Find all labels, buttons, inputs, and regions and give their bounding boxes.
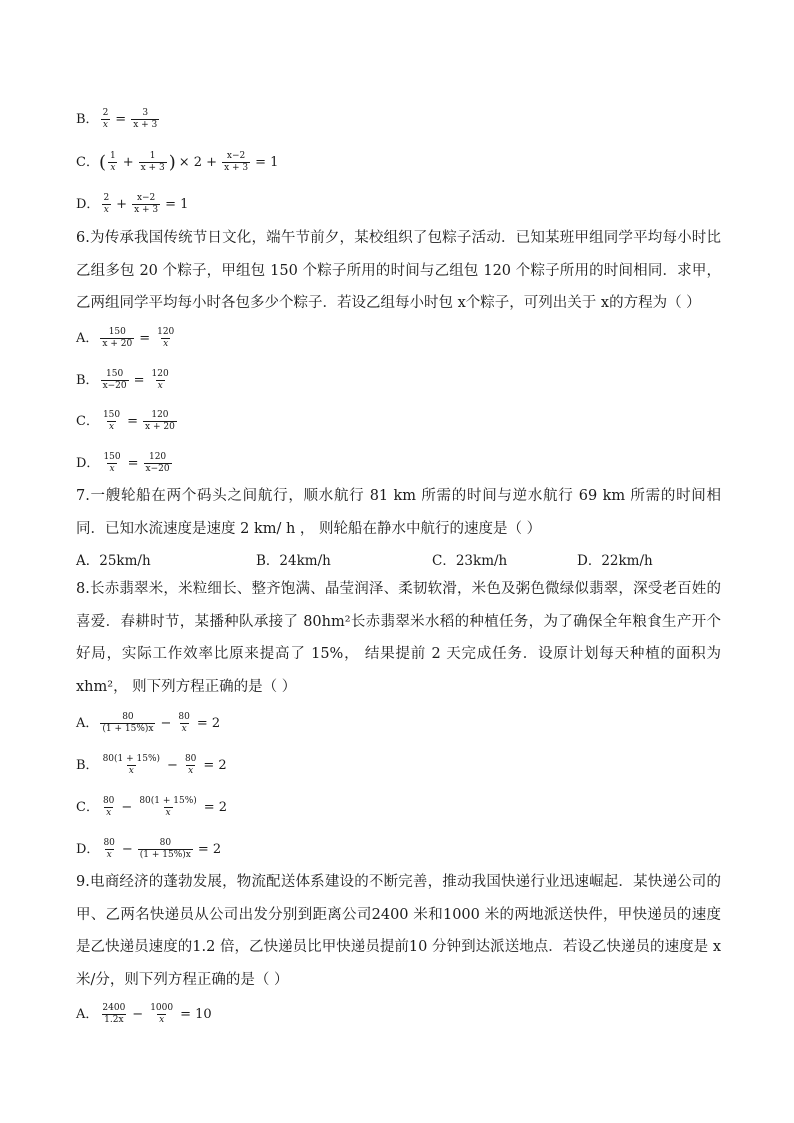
denominator: x−20 — [102, 381, 127, 391]
equation — [99, 796, 230, 819]
numerator: 2 — [103, 193, 110, 203]
operator-text: × 2 + — [178, 154, 218, 170]
plus-sign: + — [122, 154, 134, 170]
equals-sign: = 2 — [197, 841, 222, 857]
denominator: x + 3 — [133, 120, 158, 130]
fraction — [222, 151, 250, 174]
fraction — [100, 712, 155, 735]
fraction — [131, 108, 159, 131]
fraction — [101, 193, 111, 216]
equals-sign: = — [139, 330, 151, 346]
numerator: 3 — [142, 108, 149, 118]
minus-sign: − — [132, 1006, 144, 1022]
q7-option-c: C．23km/h — [432, 553, 508, 569]
equation — [98, 1003, 214, 1026]
q6-option-d — [76, 452, 174, 475]
q7-option-a: A．25km/h — [76, 553, 151, 569]
numerator: 2400 — [102, 1003, 126, 1013]
numerator: x−2 — [136, 193, 156, 203]
equals-sign: = 2 — [203, 757, 227, 773]
numerator: 150 — [103, 452, 121, 462]
numerator: 1 — [109, 151, 116, 161]
denominator: x — [128, 766, 134, 776]
q8-option-a — [76, 712, 223, 735]
q7-stem: 7.一艘轮船在两个码头之间航行，顺水航行 81 km 所需的时间与逆水航行 69 km 所需的时间相同．已知水流速度是速度 2 km/ h ， 则轮船在静水中航行的速度是（ ） — [76, 488, 721, 537]
q6-option-b — [76, 369, 173, 392]
denominator: x — [102, 120, 108, 130]
denominator: (1 + 15%)x — [139, 850, 191, 860]
option-label: C． — [76, 154, 99, 170]
q9-stem: 9.电商经济的蓬勃发展，物流配送体系建设的不断完善，推动我国快递行业迅速崛起．某快递公司的甲、乙两名快递员从公司出发分别到距离公司2400 米和1000 米的两地派送快件，甲快递员的速度是乙快递员速度的1.2 倍，乙快递员比甲快递员提前10 分钟到达派送地点．若设乙快递员的速度是 x 米/分，则下列方程正确的是（ ） — [76, 874, 721, 988]
minus-sign: − — [121, 841, 133, 857]
denominator: x + 3 — [140, 163, 165, 173]
equation — [99, 151, 281, 174]
numerator: 120 — [151, 410, 169, 420]
denominator: 1.2x — [104, 1015, 124, 1025]
equation — [99, 193, 191, 216]
numerator: 80 — [184, 754, 197, 764]
left-paren: ( — [98, 151, 106, 173]
numerator: 150 — [106, 369, 124, 379]
right-paren: ) — [168, 151, 176, 173]
fraction — [143, 410, 177, 433]
fraction — [155, 327, 176, 350]
equation — [99, 369, 173, 392]
option-label: A． — [76, 330, 99, 346]
option-label: D． — [76, 196, 100, 212]
q7-option-b: B．24km/h — [256, 553, 331, 569]
denominator: x — [103, 205, 109, 215]
equation — [99, 838, 224, 861]
equals-sign: = 10 — [180, 1006, 212, 1022]
fraction — [101, 369, 129, 392]
equation — [99, 108, 162, 131]
fraction — [150, 369, 171, 392]
denominator: x−20 — [145, 464, 170, 474]
fraction — [148, 1003, 175, 1026]
denominator: x — [106, 808, 112, 818]
numerator: 1 — [149, 151, 156, 161]
numerator: 80 — [159, 838, 172, 848]
denominator: x — [106, 850, 112, 860]
fraction — [101, 838, 116, 861]
q8-option-c — [76, 796, 230, 819]
q6-option-a — [76, 327, 178, 350]
denominator: x — [157, 381, 163, 391]
q5-option-d — [76, 193, 191, 216]
q6-option-c — [76, 410, 179, 433]
denominator: x — [165, 808, 171, 818]
denominator: x + 20 — [102, 339, 133, 349]
plus-sign: + — [116, 196, 128, 212]
q9-option-a — [76, 1003, 215, 1026]
numerator: 80 — [178, 712, 190, 722]
denominator: x + 3 — [134, 205, 159, 215]
denominator: x + 20 — [145, 422, 175, 432]
numerator: 120 — [148, 452, 167, 462]
numerator: 150 — [102, 410, 121, 420]
fraction — [183, 754, 198, 777]
fraction — [108, 151, 118, 174]
fraction — [101, 754, 162, 777]
equals-sign: = 1 — [165, 196, 189, 212]
minus-sign: − — [160, 715, 172, 731]
numerator: 120 — [157, 327, 175, 337]
option-label: B． — [76, 111, 99, 127]
fraction — [132, 193, 160, 216]
equation — [98, 712, 223, 735]
numerator: 80 — [102, 796, 115, 806]
denominator: x — [110, 163, 116, 173]
denominator: x — [159, 1015, 165, 1025]
fraction — [100, 327, 134, 350]
minus-sign: − — [167, 757, 178, 773]
denominator: x — [181, 724, 187, 734]
q8-option-b — [76, 754, 230, 777]
option-label: D． — [76, 841, 100, 857]
fraction — [137, 796, 198, 819]
numerator: 1000 — [150, 1003, 174, 1013]
denominator: x + 3 — [224, 163, 249, 173]
fraction — [100, 1003, 127, 1026]
option-label: B． — [76, 757, 99, 773]
equals-sign: = 2 — [203, 799, 228, 815]
fraction — [138, 838, 193, 861]
denominator: x — [188, 766, 194, 776]
equation — [99, 754, 230, 777]
fraction — [101, 108, 111, 131]
denominator: (1 + 15%)x — [102, 724, 154, 734]
q5-option-b — [76, 108, 161, 131]
numerator: 2 — [102, 108, 109, 118]
minus-sign: − — [121, 799, 133, 815]
q8-option-d — [76, 838, 224, 861]
equals-sign: = 1 — [255, 154, 279, 170]
numerator: 150 — [108, 327, 126, 337]
numerator: 120 — [151, 369, 169, 379]
fraction — [101, 452, 122, 475]
equals-sign: = 2 — [196, 715, 221, 731]
denominator: x — [163, 339, 169, 349]
numerator: 80 — [122, 712, 134, 722]
equals-sign: = — [127, 413, 139, 429]
option-label: D． — [76, 455, 100, 471]
option-label: B． — [76, 372, 99, 388]
q6-stem: 6.为传承我国传统节日文化，端午节前夕，某校组织了包粽子活动．已知某班甲组同学平均每小时比乙组多包 20 个粽子，甲组包 150 个粽子所用的时间与乙组包 120 个粽子所用的时间相同．求甲，乙两组同学平均每小时各包多少个粽子．若设乙组每小时包 x个粽子，可列出关于 x的方程为（ ） — [76, 230, 721, 311]
q8-stem: 8.长赤翡翠米，米粒细长、整齐饱满、晶莹润泽、柔韧软滑，米色及粥色微绿似翡翠，深受老百姓的喜爱．春耕时节，某播种队承接了 80hm²长赤翡翠米水稻的种植任务，为了确保全年粮食生产开个好局，实际工作效率比原来提高了 15%， 结果提前 2 天完成任务．设原计划每天种植的面积为 xhm²， 则下列方程正确的是（ ） — [76, 581, 721, 695]
equals-sign: = — [127, 455, 139, 471]
equation — [98, 327, 178, 350]
fraction — [101, 410, 122, 433]
numerator: 80 — [103, 838, 115, 848]
denominator: x — [109, 422, 115, 432]
numerator: x−2 — [226, 151, 246, 161]
numerator: 80(1 + 15%) — [139, 796, 197, 806]
numerator: 80(1 + 15%) — [102, 754, 161, 764]
fraction — [139, 151, 167, 174]
denominator: x — [109, 464, 115, 474]
q5-option-c — [76, 151, 281, 174]
fraction — [144, 452, 172, 475]
option-label: A． — [76, 1006, 99, 1022]
equals-sign: = — [133, 372, 145, 388]
fraction — [176, 712, 191, 735]
equation — [99, 410, 179, 433]
equation — [99, 452, 173, 475]
fraction — [101, 796, 116, 819]
option-label: A． — [76, 715, 99, 731]
option-label: C． — [76, 413, 99, 429]
option-label: C． — [76, 799, 99, 815]
equals-sign: = — [115, 111, 127, 127]
q7-option-d: D．22km/h — [577, 553, 653, 569]
